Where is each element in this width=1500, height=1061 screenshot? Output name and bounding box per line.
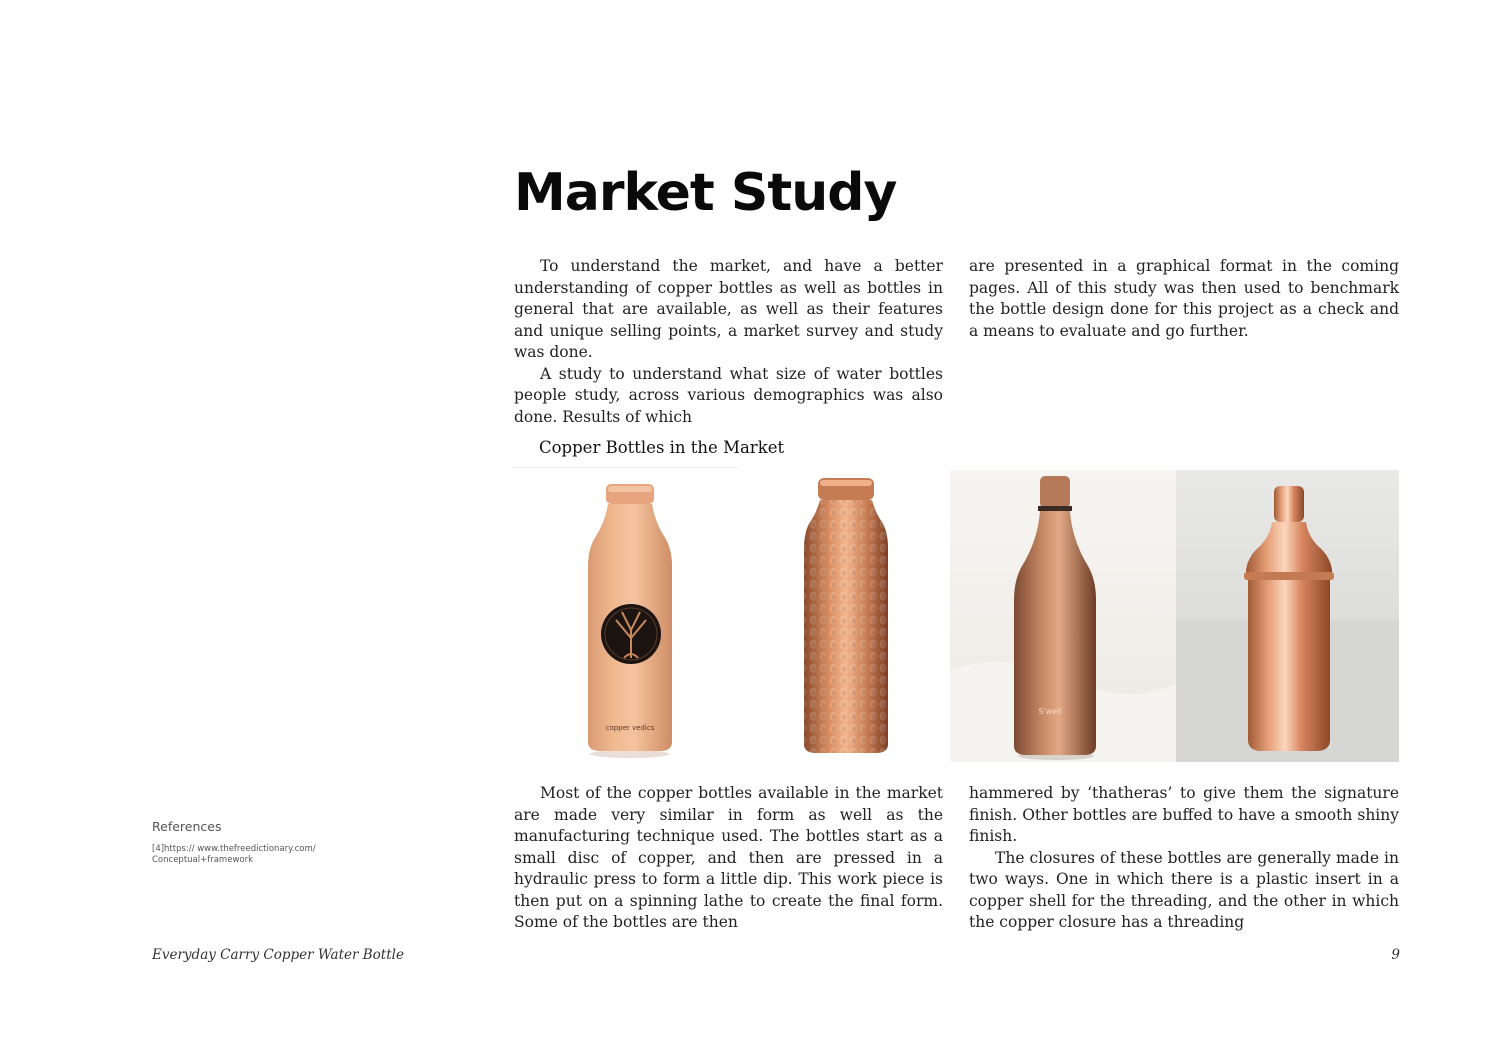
copper-vedics-brand: copper vedics [605, 724, 655, 732]
section-heading: Copper Bottles in the Market [539, 438, 785, 457]
swell-brand: S'well [1038, 707, 1062, 716]
polished-copper-bottle-image [1176, 470, 1399, 762]
swell-bottle-image [950, 470, 1176, 762]
references-title: References [152, 819, 222, 834]
page-number: 9 [1391, 947, 1400, 963]
page-title: Market Study [514, 163, 897, 223]
intro-column-left [514, 256, 943, 428]
intro-column-right [969, 256, 1399, 342]
intro-paragraph-1: To understand the market, and have a better understanding of copper bottles as well as bottles in general that are available, as well as their features and unique selling points, a market survey and study was done. [514, 257, 943, 361]
body-column-right [969, 783, 1399, 934]
footer-document-title: Everyday Carry Copper Water Bottle [152, 947, 404, 963]
body-paragraph-2: hammered by ‘thatheras’ to give them the signature finish. Other bottles are buffed to have a smooth shiny finish. [969, 784, 1399, 845]
body-paragraph-3: The closures of these bottles are generally made in two ways. One in which there is a plastic insert in a copper shell for the threading, and the other in which the copper closure has a threading [969, 848, 1399, 931]
intro-paragraph-2: A study to understand what size of water bottles people study, across various demographics was also done. Results of which [514, 364, 943, 426]
reference-entry: [4]https:// www.thefreedictionary.com/ Conceptual+framework [152, 844, 316, 865]
divider [512, 467, 738, 468]
copper-vedics-bottle-image [512, 470, 738, 762]
body-paragraph-1: Most of the copper bottles available in the market are made very similar in form as well as the manufacturing technique used. The bottles start as a small disc of copper, and then are pressed in a hydraulic press to form a little dip. This work piece is then put on a spinning lathe to create the final form. Some of the bottles are then [514, 784, 943, 931]
body-column-left [514, 783, 943, 934]
hammered-copper-bottle-image [738, 470, 950, 762]
intro-paragraph-3: are presented in a graphical format in the coming pages. All of this study was then used to benchmark the bottle design done for this project as a check and a means to evaluate and go further. [969, 257, 1399, 340]
